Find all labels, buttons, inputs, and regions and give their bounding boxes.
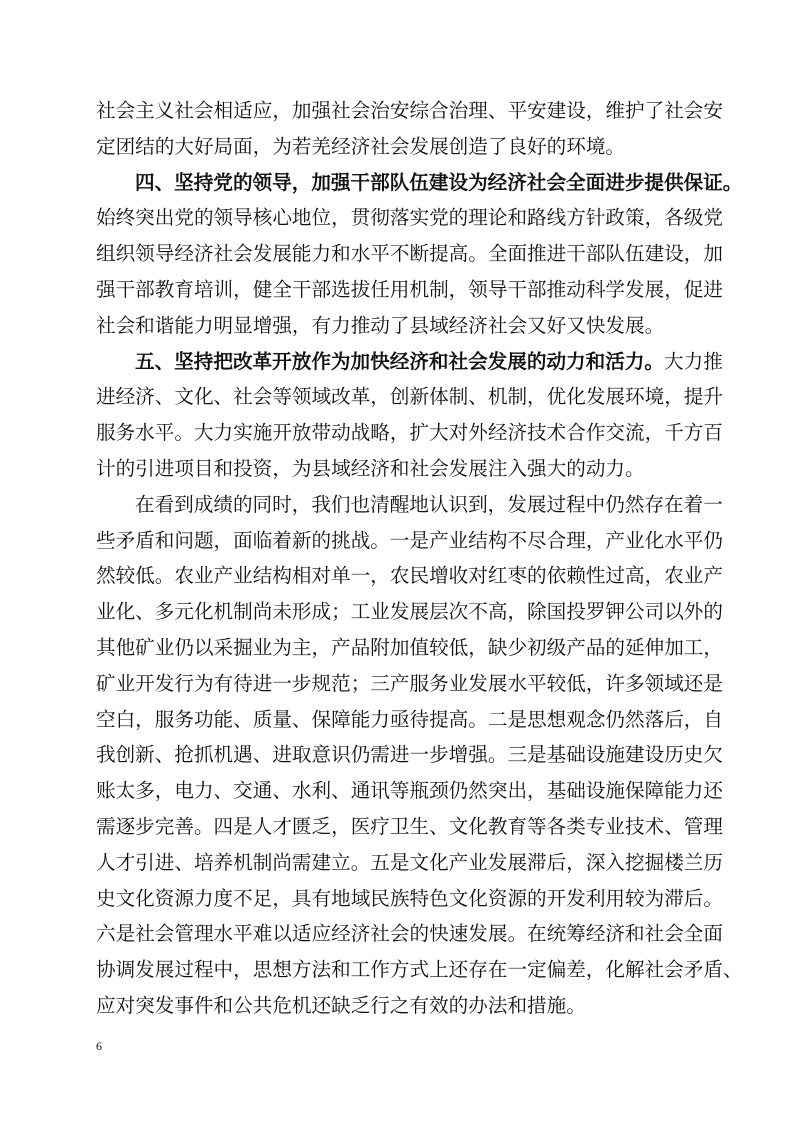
text-line [96, 848, 723, 878]
text-line [96, 239, 723, 269]
text-line [96, 132, 699, 162]
text-line [96, 454, 699, 484]
text-line [96, 418, 723, 448]
text-line [96, 597, 723, 627]
text-line [96, 633, 723, 663]
text-segment: 协调发展过程中，思想方法和工作方式上还存在一定偏差，化解社会矛盾、 [96, 958, 743, 982]
text-line [96, 275, 723, 305]
text-segment: 其他矿业仍以采掘业为主，产品附加值较低，缺少初级产品的延伸加工， [96, 636, 723, 659]
heading-text: 五、坚持把改革开放作为加快经济和社会发展的动力和活力。 [135, 349, 665, 373]
text-segment: 然较低。农业产业结构相对单一，农民增收对红枣的依赖性过高，农业产 [96, 564, 723, 588]
text-line [96, 561, 723, 591]
heading-text: 四、坚持党的领导，加强干部队伍建设为经济社会全面进步提供保证。 [135, 170, 743, 194]
page-number: 6 [96, 1039, 102, 1053]
text-segment: 空白，服务功能、质量、保障能力亟待提高。二是思想观念仍然落后，自 [96, 707, 723, 731]
text-segment: 应对突发事件和公共危机还缺乏行之有效的办法和措施。 [96, 994, 586, 1017]
text-segment: 社会主义社会相适应，加强社会治安综合治理、平安建设，维护了社会安 [96, 99, 723, 122]
text-line [96, 526, 723, 556]
text-line [96, 955, 743, 985]
text-segment: 始终突出党的领导核心地位，贯彻落实党的理论和路线方针政策，各级党 [96, 206, 723, 230]
text-segment: 需逐步完善。四是人才匮乏，医疗卫生、文化教育等各类专业技术、管理 [96, 815, 723, 838]
text-line [96, 382, 723, 412]
paragraph-start [135, 490, 723, 520]
text-line [96, 203, 723, 233]
text-line [96, 740, 723, 770]
text-segment: 定团结的大好局面，为若羌经济社会发展创造了良好的环境。 [96, 134, 626, 158]
text-segment: 服务水平。大力实施开放带动战略，扩大对外经济技术合作交流，千方百 [96, 421, 723, 445]
text-segment: 大力推 [664, 349, 723, 373]
text-segment: 矿业开发行为有待进一步规范；三产服务业发展水平较低，许多领域还是 [96, 671, 723, 695]
text-segment: 组织领导经济社会发展能力和水平不断提高。全面推进干部队伍建设，加 [96, 242, 723, 266]
text-line [96, 669, 723, 699]
text-line [96, 812, 723, 842]
text-segment: 计的引进项目和投资，为县域经济和社会发展注入强大的动力。 [96, 457, 645, 480]
text-segment: 六是社会管理水平难以适应经济社会的快速发展。在统筹经济和社会全面 [96, 922, 723, 946]
text-line [96, 991, 699, 1021]
text-line [96, 919, 723, 949]
text-line [96, 705, 723, 735]
text-segment: 些矛盾和问题，面临着新的挑战。一是产业结构不尽合理，产业化水平仍 [96, 528, 723, 552]
text-segment: 强干部教育培训，健全干部选拔任用机制，领导干部推动科学发展，促进 [96, 278, 723, 301]
text-segment: 进经济、文化、社会等领域改革，创新体制、机制，优化发展环境，提升 [96, 385, 723, 409]
text-segment: 人才引进、培养机制尚需建立。五是文化产业发展滞后，深入挖掘楼兰历 [96, 850, 723, 874]
section-heading-5 [135, 347, 723, 377]
text-line [96, 311, 699, 341]
text-segment: 史文化资源力度不足，具有地域民族特色文化资源的开发利用较为滞后。 [96, 886, 723, 910]
text-line [96, 96, 723, 126]
text-segment: 业化、多元化机制尚未形成；工业发展层次不高，除国投罗钾公司以外的 [96, 600, 723, 624]
text-segment: 我创新、抢抓机遇、进取意识仍需进一步增强。三是基础设施建设历史欠 [96, 743, 723, 767]
text-segment: 账太多，电力、交通、水利、通讯等瓶颈仍然突出，基础设施保障能力还 [96, 779, 723, 803]
section-heading-4 [135, 168, 743, 198]
text-line [96, 776, 723, 806]
text-segment: 社会和谐能力明显增强，有力推动了县域经济社会又好又快发展。 [96, 313, 665, 337]
text-line [96, 884, 723, 914]
text-segment: 在看到成绩的同时，我们也清醒地认识到，发展过程中仍然存在着一 [135, 492, 723, 516]
